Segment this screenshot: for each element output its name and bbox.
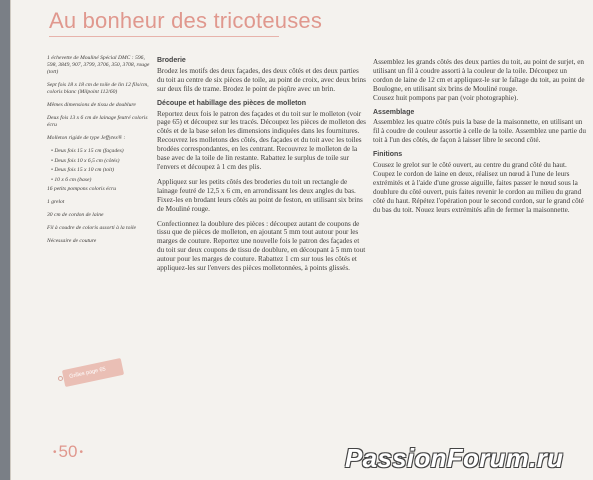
material-item: Nécessaire de couture xyxy=(47,238,97,244)
page-number: • 50 • xyxy=(51,442,85,462)
book-page xyxy=(10,0,593,480)
broderie-text: Brodez les motifs des deux façades, des deux côtés et des deux parties du toit au centre de six pièces de toile, au point de croix, avec deux brins sur deux fils de trame. Brodez le point de piqûre avec un brin. xyxy=(157,66,366,93)
page-title: Au bonheur des tricoteuses xyxy=(49,8,323,33)
pompons-paragraph: Cousez huit pompons par pan (voir photographie). xyxy=(373,93,519,102)
material-item: Mêmes dimensions de tissu de doublure xyxy=(47,102,136,108)
watermark: PassionForum.ru xyxy=(345,443,564,473)
material-item: Sept fois 18 x 18 cm de toile de lin 12 fils/cm, coloris blanc (Milpoint 112/60) xyxy=(47,82,149,95)
material-item: 1 grelot xyxy=(47,199,65,205)
title-underline xyxy=(49,36,279,37)
material-item: 30 cm de cordon de laine xyxy=(47,212,104,218)
material-item: Deux fois 13 x 6 cm de lainage feutré coloris écru xyxy=(47,115,148,128)
material-item: Fil à coudre de coloris assorti à la toile xyxy=(47,225,136,231)
section-heading-decoupe: Découpe et habillage des pièces de molleton xyxy=(157,99,306,107)
section-heading-assemblage: Assemblage xyxy=(373,108,415,116)
instructions-column-right xyxy=(373,58,587,221)
material-item: Molleton rigide de type Jeffytex® : xyxy=(47,135,126,141)
materials-list xyxy=(47,55,151,251)
pattern-page-tag: Grilles page 65 xyxy=(62,358,124,387)
material-item: • Deux fois 15 x 10 cm (toit) xyxy=(51,167,115,173)
material-item: 16 petits pompons coloris écru xyxy=(47,186,116,192)
decoupe-paragraph-2: Appliquez sur les petits côtés des broderies du toit un rectangle de lainage feutré de 12,5 x 6 cm, en arrondissant les deux angles du bas. Fixez-les en brodant leurs côtés au point de feston, en utilisant six brins de Mouliné rouge. xyxy=(157,177,363,213)
material-item: • Deux fois 10 x 6,5 cm (côtés) xyxy=(51,157,120,164)
finitions-text: Cousez le grelot sur le côté ouvert, au centre du grand côté du haut. Coupez le cordon de laine en deux, réalisez un nœud à l'une de leurs extrémités et à l'aide d'une grosse aiguille, faites passer le nœud sous la doublure du côté ouvert, puis faites revenir le cordon au milieu du grand côté du haut. Répétez l'opération pour le second cordon, sur le grand côté du bas du toit. Nouez leurs extrémités afin de fermer la maisonnette. xyxy=(373,161,584,214)
decoupe-paragraph-1: Reportez deux fois le patron des façades et du toit sur le molleton (voir page 65) et découpez sur les tracés. Découpez les pièces de molleton des côtés et de la base selon les dimensions indiquées dans les fournitures. Recouvrez les molletons des côtés, des façades et du toit avec les toiles brodées correspondantes, en les centrant. Recouvrez le molleton de la base avec de la toile de lin restante. Rabattez le surplus de toile sur l'envers et découpez à 1 cm des plis. xyxy=(157,109,366,171)
toit-paragraph: Assemblez les grands côtés des deux parties du toit, au point de surjet, en utilisant un fil à coudre assorti à la couleur de la toile. Découpez un cordon de laine de 12 cm et appliquez-le sur le faîtage du toit, au point de Boulogne, en utilisant six brins de Mouliné rouge. xyxy=(373,58,585,93)
instructions-column-middle xyxy=(157,57,367,279)
material-item: 1 échevette de Mouliné Spécial DMC : 596, 598, 3849, 907, 3799, 3706, 350, 3708, rouge (tott) xyxy=(47,55,150,75)
decoupe-paragraph-3: Confectionnez la doublure des pièces : découpez autant de coupons de tissu que de pièces de molleton, en ajoutant 5 mm tout autour pour les marges de couture. Reportez une nouvelle fois le patron des façades et du toit sur deux coupons de tissu de doublure, en découpant à 5 mm tout autour pour les marges de couture. Rabattez 1 cm sur tous les côtés et appliquez-les sur l'envers des pièces molletonnées, à points glissés. xyxy=(157,219,366,273)
material-item: • Deux fois 15 x 15 cm (façades) xyxy=(51,148,124,154)
section-heading-broderie: Broderie xyxy=(157,57,186,64)
material-item: • 10 x 6 cm (base) xyxy=(51,176,92,183)
section-heading-finitions: Finitions xyxy=(373,151,403,159)
assemblage-text: Assemblez les quatre côtés puis la base de la maisonnette, en utilisant un fil à coudre de couleur assortie à celle de la toile. Assemblez une partie du toit à l'un des côtés, de façon à laisser libre le second côté. xyxy=(373,118,586,145)
